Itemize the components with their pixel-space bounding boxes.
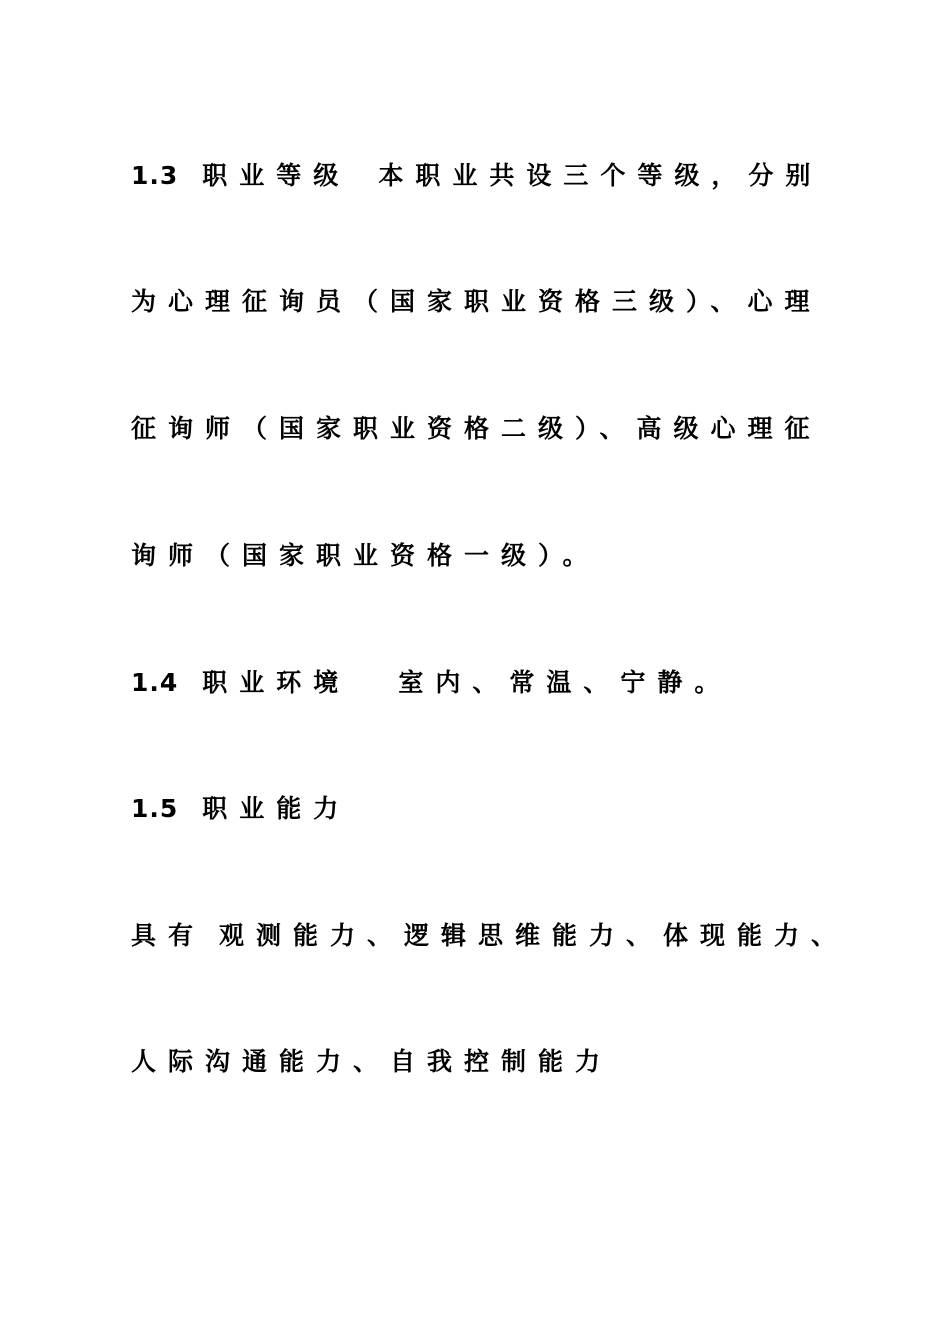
section-1-4-line <box>131 666 821 700</box>
section-1-5-line <box>131 792 821 826</box>
paragraph-text: 本职业共设三个等级，分别 <box>378 161 823 190</box>
paragraph-line: 为心理征询员（国家职业资格三级）、心理 <box>131 287 822 316</box>
paragraph-line: 询师（国家职业资格一级）。 <box>131 541 600 570</box>
paragraph-text: 室内、常温、宁静。 <box>398 668 732 697</box>
section-number: 1.3 <box>131 161 179 190</box>
section-number: 1.5 <box>131 794 179 823</box>
section-heading: 职业等级 <box>202 161 351 190</box>
paragraph-line: 征询师（国家职业资格二级）、高级心理征 <box>131 414 822 443</box>
paragraph-line: 人际沟通能力、自我控制能力 <box>131 1047 613 1076</box>
paragraph-text: 具有 <box>131 921 206 950</box>
section-1-3-line <box>131 159 821 193</box>
section-number: 1.4 <box>131 668 179 697</box>
paragraph-text: 观测能力、逻辑思维能力、体现能力、 <box>219 921 849 950</box>
section-heading: 职业能力 <box>202 794 351 823</box>
paragraph-line <box>131 919 849 953</box>
section-heading: 职业环境 <box>202 668 351 697</box>
